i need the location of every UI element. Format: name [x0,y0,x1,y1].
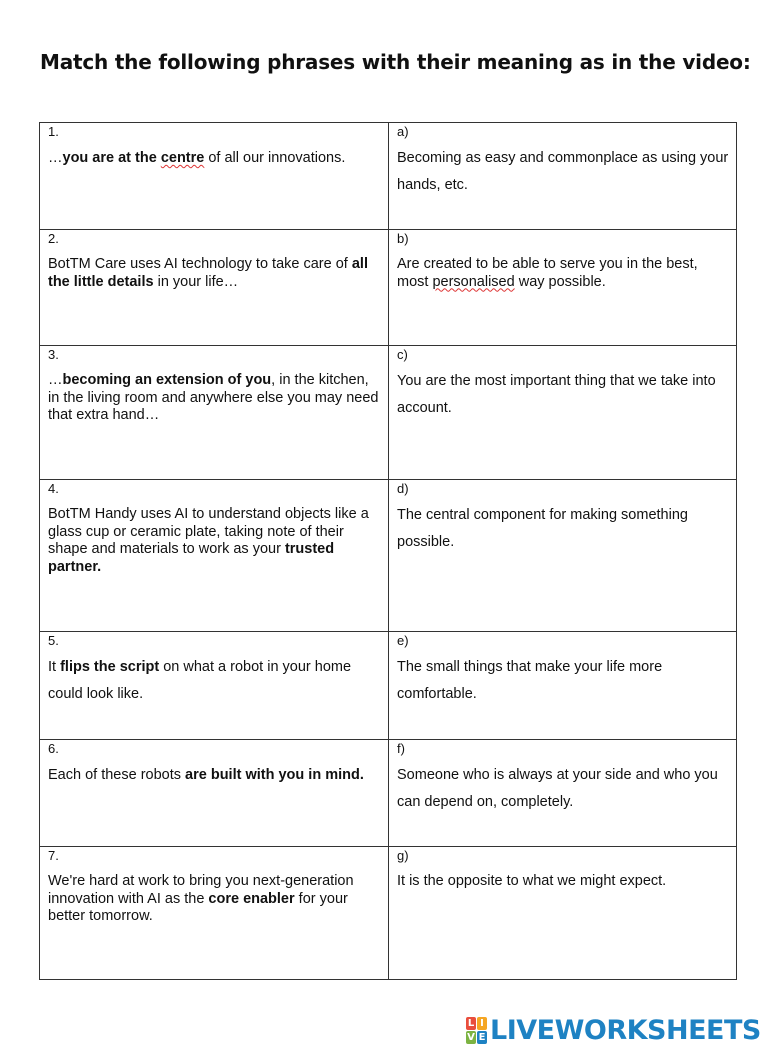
meaning-letter: a) [397,124,409,139]
text-run: personalised [432,273,515,290]
text-run: … [48,372,63,388]
phrase-number: 6. [48,741,59,756]
table-row [40,847,737,980]
meaning-text [397,256,729,291]
phrase-text [48,372,381,425]
bold-phrase: centre [160,150,205,166]
meaning-letter: d) [397,481,409,496]
logo-mark-letter: V [467,1031,475,1043]
liveworksheets-logo [466,1016,761,1044]
text-run: BotTM Handy uses AI to understand objects like a glass cup or ceramic plate, taking note of their shape and materials to work as your [48,506,369,557]
text-run: We're hard at work to bring you next-generation innovation with AI as the [48,873,354,907]
meaning-letter: b) [397,231,409,246]
text-run: for your better tomorrow. [48,890,348,924]
phrase-number: 3. [48,347,59,362]
meaning-cell [389,230,737,346]
meaning-letter: g) [397,848,409,863]
table-row [40,123,737,230]
bold-phrase: flips the script [60,659,160,675]
phrase-cell [40,847,389,980]
text-run: Are created to be able to serve you in the best, most [397,256,698,290]
phrase-text [48,145,381,172]
phrase-cell [40,632,389,740]
meaning-text: The small things that make your life more comfortable. [397,659,663,702]
meaning-cell [389,480,737,632]
matching-table [39,122,737,980]
phrase-number: 4. [48,481,59,496]
text-run: Each of these robots [48,767,186,783]
phrase-number: 5. [48,633,59,648]
worksheet-title: Match the following phrases with their meaning as in the video: [40,50,751,74]
text-run: BotTM Care uses AI technology to take care of [48,256,352,272]
phrase-cell [40,123,389,230]
text-run: … [48,150,63,166]
bold-phrase: you are at the [62,150,161,166]
meaning-cell [389,123,737,230]
meaning-cell [389,346,737,480]
phrase-cell [40,230,389,346]
phrase-text [48,654,381,708]
meaning-text: The central component for making something possible. [397,507,688,550]
phrase-text [48,256,381,291]
bold-phrase: core enabler [208,890,295,907]
phrase-number: 7. [48,848,59,863]
text-run: It [48,659,61,675]
bold-phrase: becoming an extension of you [62,372,272,388]
phrase-text [48,873,381,926]
logo-mark-letter: I [477,1017,487,1030]
bold-phrase: all the little details [48,256,368,290]
meaning-cell [389,632,737,740]
logo-wordmark: LIVEWORKSHEETS [490,1014,761,1046]
bold-phrase: trusted partner. [48,541,335,575]
meaning-cell [389,847,737,980]
table-row [40,230,737,346]
phrase-cell [40,346,389,480]
phrase-number: 2. [48,231,59,246]
meaning-text: Becoming as easy and commonplace as using your hands, etc. [397,150,729,193]
table-row [40,632,737,740]
meaning-letter: c) [397,347,408,362]
bold-phrase: are built with you in mind. [185,767,364,783]
phrase-cell [40,740,389,847]
meaning-letter: e) [397,633,409,648]
phrase-text [48,762,381,789]
logo-mark-letter: E [478,1031,486,1043]
text-run: , in the kitchen, in the living room and anywhere else you may need that extra hand… [48,372,379,423]
table-row [40,480,737,632]
text-run: way possible. [514,273,606,290]
meaning-text: Someone who is always at your side and who you can depend on, completely. [397,767,718,810]
text-run: in your life… [153,273,239,290]
meaning-text: It is the opposite to what we might expect. [397,873,667,889]
phrase-text [48,506,381,576]
meaning-text: You are the most important thing that we take into account. [397,373,716,416]
phrase-cell [40,480,389,632]
table-row [40,740,737,847]
logo-mark-icon [466,1017,487,1044]
phrase-number: 1. [48,124,59,139]
table-row [40,346,737,480]
meaning-cell [389,740,737,847]
text-run: on what a robot in your home could look like. [48,659,352,702]
meaning-letter: f) [397,741,405,756]
logo-mark-letter: L [467,1017,475,1029]
text-run: of all our innovations. [204,150,346,166]
